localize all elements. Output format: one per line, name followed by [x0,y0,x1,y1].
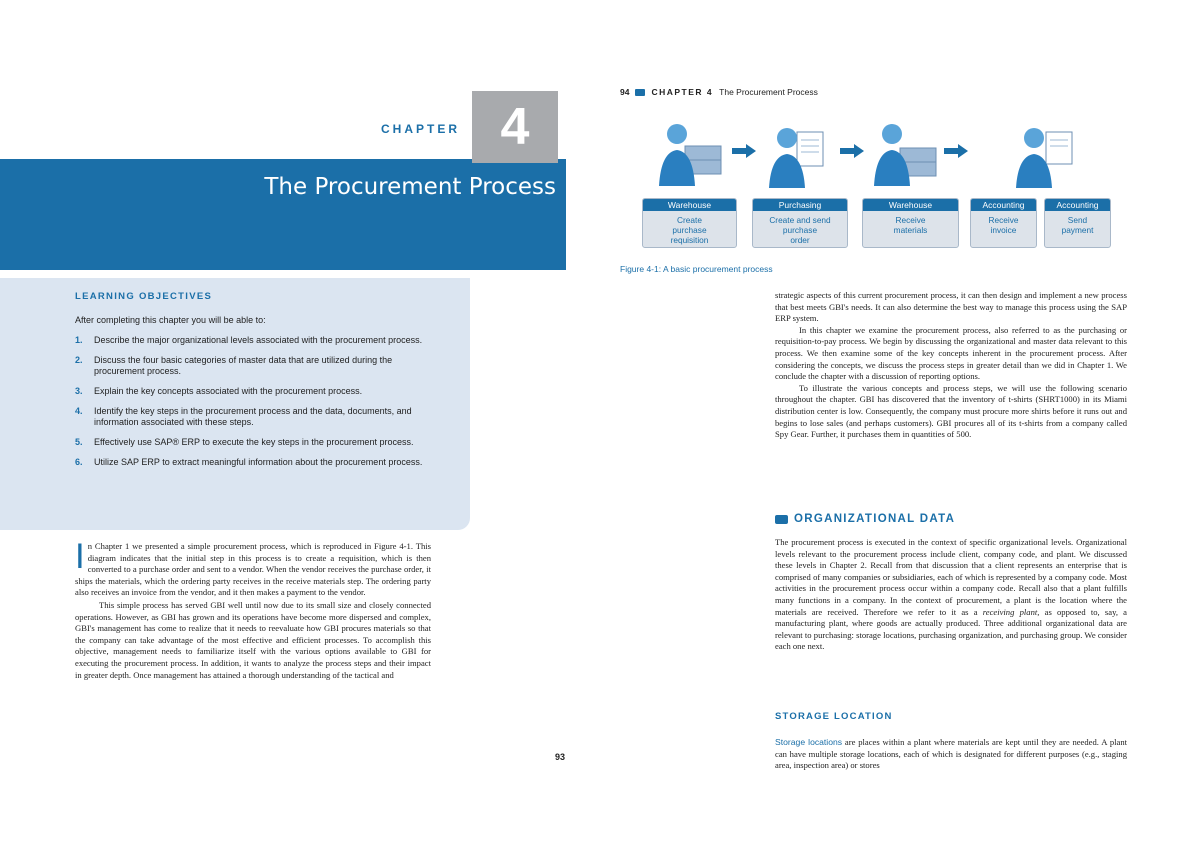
objectives-intro: After completing this chapter you will be able to: [75,315,266,325]
objective-number: 4. [75,406,83,416]
chapter-title: The Procurement Process [264,174,556,200]
accountant-icon [1010,116,1080,191]
intro-paragraph-2: This simple process has served GBI well until now due to its small size and closely connected operations. However, as GBI has grown and its operations have become more dispersed and complex, GBI's management has come to realize that it needs to reevaluate how GBI procures materials so that the company can take advantage of the most effective and efficient processes. To accomplish this objective, management needs to familiarize itself with the various options available to GBI for executing the procurement process. In addition, it wants to analyze the process steps and their impact in greater depth. Once management has attained a thorough understanding of the tactical and [75,599,431,680]
step-role: Warehouse [643,199,736,211]
body-paragraph: In this chapter we examine the procurement process, also referred to as the purchasing or requisition-to-pay process. We begin by discussing the organizational and master data relevant to this process. We then examine some of the key concepts inherent in the procurement process. After considering the concepts, we discuss the process steps in greater detail than we did in Chapter 1. We conclude the chapter with a discussion of reporting options. [775,324,1127,382]
step-role: Accounting [1045,199,1110,211]
intro-paragraph-1: In Chapter 1 we presented a simple procurement process, which is reproduced in Figure 4-1. This diagram indicates that the initial step in this process is to create a requisition, which is then converted to a purchase order and sent to a vendor. When the vendor receives the purchase order, it ships the materials, which the ordering party receives in the receive materials step. The ordering party also receives an invoice from the vendor, and it then makes a payment to the vendor. [75,537,431,598]
arrow-right-icon [944,144,968,158]
org-data-text [775,537,1127,653]
chapter-banner [0,87,566,270]
warehouse-worker-icon [655,116,725,191]
objective-number: 2. [75,355,83,365]
learning-objectives-box [0,278,470,530]
step-role: Purchasing [753,199,847,211]
chapter-number: 4 [472,91,558,163]
step-box [1044,198,1111,248]
objective-number: 3. [75,386,83,396]
chapter-label: CHAPTER [380,122,460,136]
step-role: Accounting [971,199,1036,211]
body-text-top [775,290,1127,441]
step-action: Receive invoice [988,215,1019,235]
step-box [970,198,1037,248]
objective-text: Discuss the four basic categories of master data that are utilized during the procurement process. [94,355,393,376]
objective-text: Effectively use SAP® ERP to execute the key steps in the procurement process. [94,437,414,447]
objective-number: 1. [75,335,83,345]
body-paragraph: The procurement process is executed in the context of specific organizational levels. Organizational levels relevant to the procurement process include client, company code, and plant. We discussed these levels in Chapter 2. Recall from that discussion that a client represents an enterprise that is comprised of many companies or subsidiaries, each of which is represented by a company code. Most activities in the procurement process occur within a company code. Recall also that a plant fulfills many functions in a company. In the context of procurement, a plant is the location where the materials are received. Therefore we refer to it as a receiving plant, as opposed to, say, a manufacturing plant, where goods are actually produced. Three additional organizational data are relevant to purchasing: storage locations, purchasing organization, and purchasing group. We consider each one next. [775,537,1127,652]
objective-item [75,457,442,468]
step-action: Create and send purchase order [769,215,831,245]
body-paragraph: strategic aspects of this current procurement process, it can then design and implement a new process that best meets GBI's needs. It can also determine the best way to manage this process using the SAP ERP system. [775,290,1127,324]
step-action: Send payment [1061,215,1094,235]
warehouse-receiver-icon [870,116,940,191]
objective-text: Explain the key concepts associated with the procurement process. [94,386,363,396]
body-paragraph: To illustrate the various concepts and process steps, we will use the following scenario throughout the chapter. GBI has discovered that the inventory of t-shirts (SHRT1000) in its Miami distribution center is low. Consequently, the company must procure more shirts before it runs out and begins to lose sales (and perhaps customers). GBI procures all of its t-shirts from a company called Spy Gear. Further, it purchases them in quantities of 500. [775,382,1127,440]
arrow-right-icon [732,144,756,158]
body-paragraph: Storage locations are places within a plant where materials are kept until they are needed. A plant can have multiple storage locations, each of which is designated for different purposes (e.g., staging area, inspection area) or stores [775,737,1128,771]
page-number: 94 [620,87,630,97]
objective-text: Identify the key steps in the procurement process and the data, documents, and information associated with these steps. [94,406,412,427]
running-head-chapter: CHAPTER 4 [651,87,714,97]
section-heading-text: ORGANIZATIONAL DATA [794,513,956,525]
emphasis-term: receiving plant [982,606,1038,617]
objective-number: 5. [75,437,83,447]
figure-caption: Figure 4-1: A basic procurement process [620,264,773,274]
arrow-right-icon [840,144,864,158]
running-head-title: The Procurement Process [719,87,818,97]
drop-cap: I [75,537,85,576]
objective-item [75,437,442,448]
section-heading [775,513,955,525]
page-number: 93 [555,752,566,762]
key-term: Storage locations [775,737,843,747]
section-marker-icon [635,89,645,96]
procurement-figure [640,116,1130,256]
section-marker-icon [775,515,788,524]
step-box [752,198,848,248]
objective-item [75,386,442,397]
objectives-list [75,335,442,468]
storage-text [775,737,1127,772]
objective-item [75,406,442,428]
objective-item [75,335,442,346]
objective-text: Utilize SAP ERP to extract meaningful information about the procurement process. [94,457,423,467]
objective-number: 6. [75,457,83,467]
purchasing-agent-icon [765,116,835,191]
right-page [600,0,1200,849]
objectives-heading: LEARNING OBJECTIVES [75,291,213,302]
intro-text [75,537,431,682]
objective-text: Describe the major organizational levels associated with the procurement process. [94,335,423,345]
sub-heading: STORAGE LOCATION [775,711,893,722]
step-action: Receive materials [893,215,928,235]
step-box [862,198,959,248]
step-action: Create purchase requisition [670,215,709,245]
step-box [642,198,737,248]
running-head [620,87,818,97]
step-role: Warehouse [863,199,958,211]
objective-item [75,355,442,377]
